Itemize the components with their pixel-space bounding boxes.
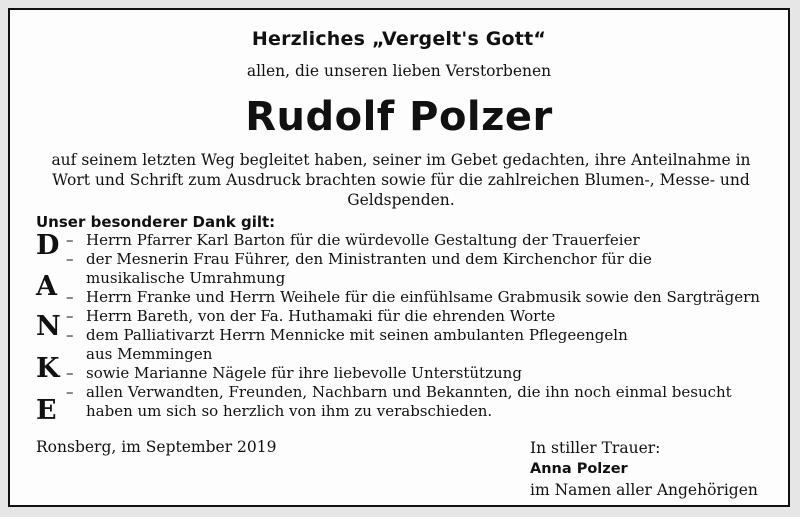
dash: – xyxy=(66,307,74,325)
dash: – xyxy=(66,231,74,249)
dash: – xyxy=(66,288,74,306)
thanks-item-text: Herrn Franke und Herrn Weihele für die einfühlsame Grabmusik sowie den Sargträgern xyxy=(86,288,760,306)
intro-line: allen, die unseren lieben Verstorbenen xyxy=(246,62,552,80)
paragraph-line: Geldspenden. xyxy=(347,191,455,209)
thanks-item-text: Herrn Bareth, von der Fa. Huthamaki für die ehrenden Worte xyxy=(86,307,556,325)
thanks-item-continuation: musikalische Umrahmung xyxy=(86,269,286,287)
thanks-item-continuation: haben um sich so herzlich von ihm zu verabschieden. xyxy=(86,402,493,420)
deceased-name: Rudolf Polzer xyxy=(245,94,553,140)
danke-letter-n: N xyxy=(36,311,61,342)
thanks-item-text: dem Palliativarzt Herrn Mennicke mit seinen ambulanten Pflegeengeln xyxy=(86,326,628,344)
thanks-item-text: allen Verwandten, Freunden, Nachbarn und Bekannten, die ihn noch einmal besucht xyxy=(86,383,732,401)
notice-title: Herzliches „Vergelt's Gott“ xyxy=(251,28,547,50)
signer-name: Anna Polzer xyxy=(530,461,628,477)
thanks-item xyxy=(66,326,766,364)
danke-letter-d: D xyxy=(36,230,60,261)
danke-letter-e: E xyxy=(36,395,57,426)
dash: – xyxy=(66,364,74,382)
paragraph-line: auf seinem letzten Weg begleitet haben, seiner im Gebet gedachten, ihre Anteilnahme in xyxy=(51,151,751,169)
thanks-item xyxy=(66,288,766,307)
paragraph-line: Wort und Schrift zum Ausdruck brachten sowie für die zahlreichen Blumen-, Messe- und xyxy=(52,171,750,189)
thanks-paragraph xyxy=(38,150,764,210)
signer-note: im Namen aller Angehörigen xyxy=(530,481,758,499)
thanks-item-text: der Mesnerin Frau Führer, den Ministranten und dem Kirchenchor für die xyxy=(86,250,652,268)
place-date: Ronsberg, im September 2019 xyxy=(36,438,277,456)
thanks-item-text: Herrn Pfarrer Karl Barton für die würdevolle Gestaltung der Trauerfeier xyxy=(86,231,640,249)
dash: – xyxy=(66,383,74,401)
dash: – xyxy=(66,326,74,344)
danke-letter-k: K xyxy=(36,353,60,384)
thanks-item xyxy=(66,231,766,250)
thanks-item xyxy=(66,307,766,326)
thanks-item xyxy=(66,250,766,288)
dash: – xyxy=(66,250,74,268)
thanks-item-text: sowie Marianne Nägele für ihre liebevolle Unterstützung xyxy=(86,364,522,382)
obituary-card xyxy=(8,8,790,507)
thanks-item xyxy=(66,383,766,421)
special-thanks-heading: Unser besonderer Dank gilt: xyxy=(36,213,276,231)
mourning-signature xyxy=(530,438,758,501)
thanks-item-continuation: aus Memmingen xyxy=(86,345,213,363)
mourning-label: In stiller Trauer: xyxy=(530,439,661,457)
danke-letter-a: A xyxy=(36,271,57,302)
thanks-item xyxy=(66,364,766,383)
